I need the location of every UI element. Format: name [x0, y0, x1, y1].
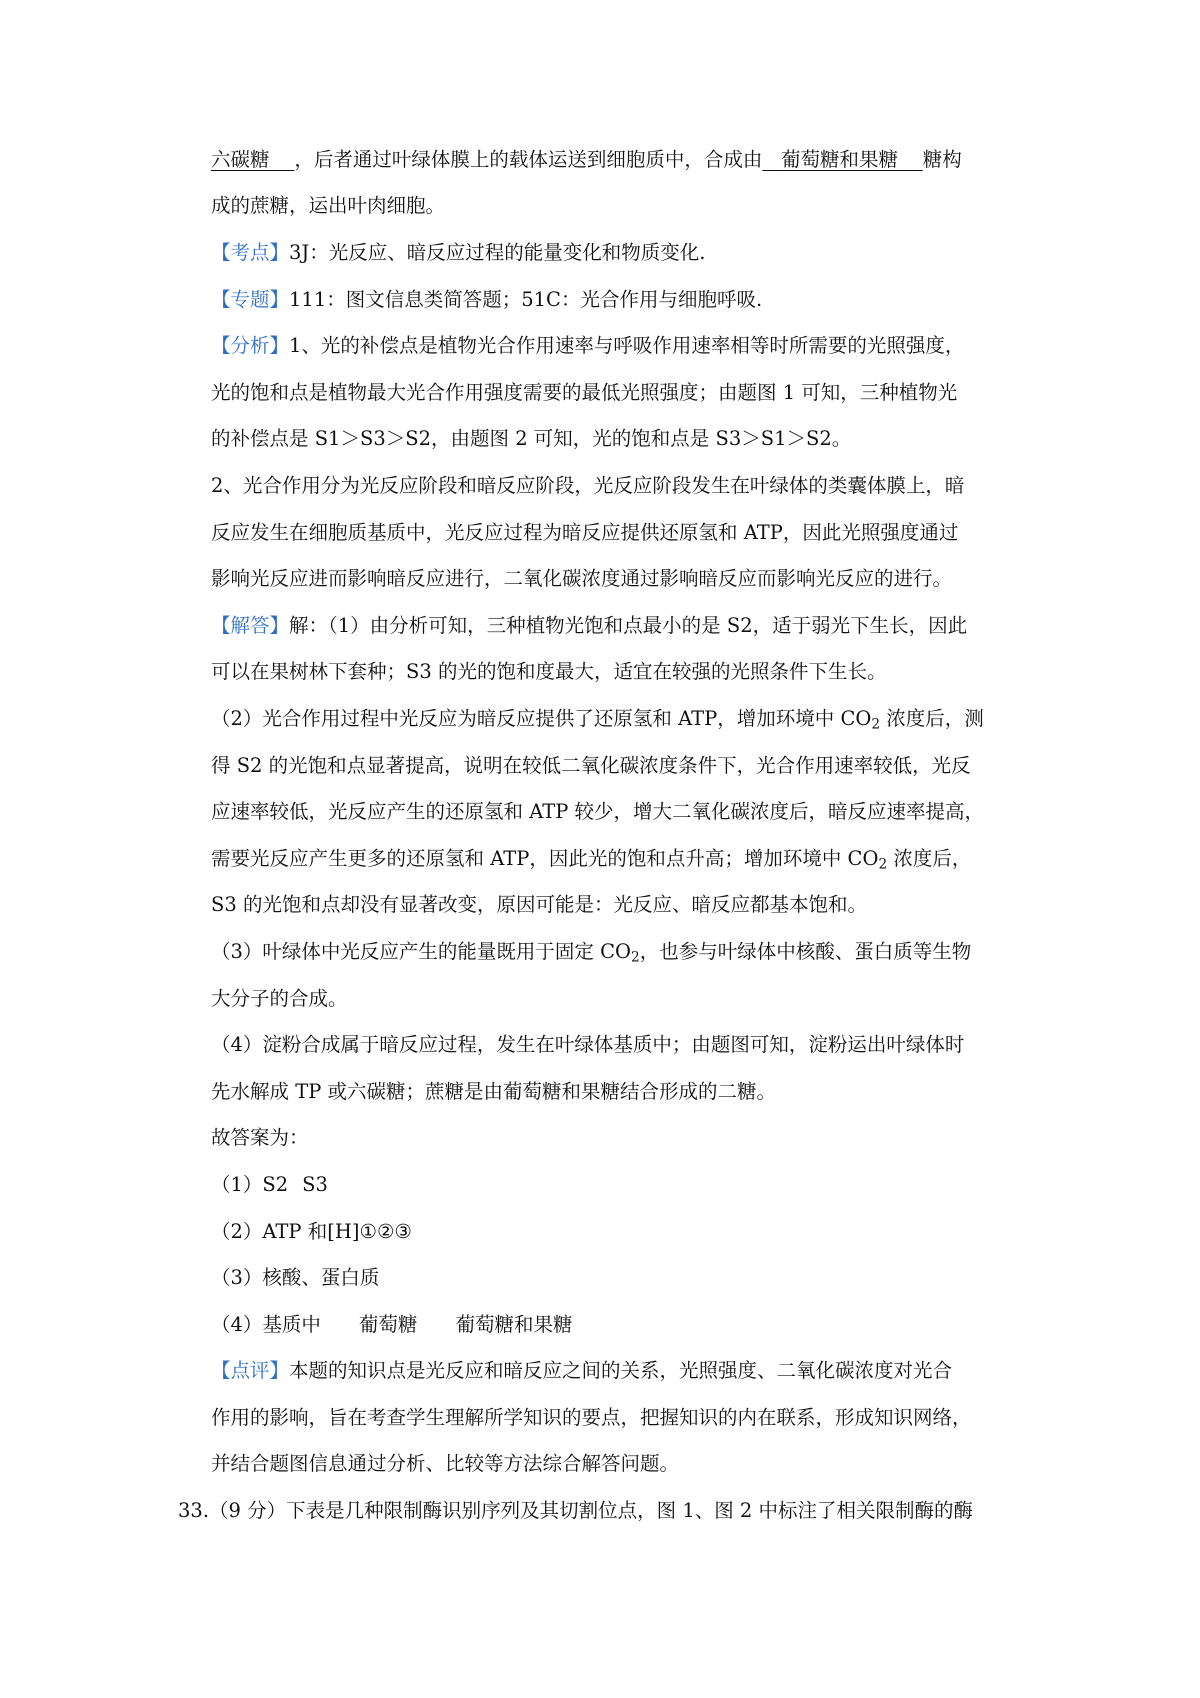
text-line-6: 光的饱和点是植物最大光合作用强度需要的最低光照强度；由题图 1 可知，三种植物光	[211, 381, 958, 404]
fenxi-tag: 【分析】	[211, 334, 290, 357]
answer-line-2: （2）ATP 和[H]①②③	[211, 1220, 412, 1243]
jieda-tag: 【解答】	[211, 614, 290, 637]
answer-line-1: （1）S2 S3	[211, 1173, 328, 1196]
text-line-14: 得 S2 的光饱和点显著提高，说明在较低二氧化碳浓度条件下，光合作用速率较低，光反	[211, 754, 971, 777]
text-line-18: （3）叶绿体中光反应产生的能量既用于固定 $CO_2$，也参与叶绿体中核酸、蛋白质等生物	[211, 940, 972, 966]
text-line-19: 大分子的合成。	[211, 987, 348, 1010]
text-line-16: 需要光反应产生更多的还原氢和 ATP，因此光的饱和点升高；增加环境中 $CO_2$ 浓度后，	[211, 847, 972, 873]
jieda-line: 【解答】解：（1）由分析可知，三种植物光饱和点最小的是 S2，适于弱光下生长，因此	[211, 614, 968, 637]
question-33-line: 33.（9 分）下表是几种限制酶识别序列及其切割位点，图 1、图 2 中标注了相关限制酶的酶	[178, 1499, 974, 1522]
text-line-15: 应速率较低，光反应产生的还原氢和 ATP 较少，增大二氧化碳浓度后，暗反应速率提高，	[211, 800, 985, 823]
zhuanti-tag: 【专题】	[211, 288, 290, 311]
text-line-12: 可以在果树林下套种；S3 的光的饱和度最大，适宜在较强的光照条件下生长。	[211, 660, 887, 683]
text-line-10: 影响光反应进而影响暗反应进行，二氧化碳浓度通过影响暗反应而影响光反应的进行。	[211, 567, 953, 590]
answer-line-3: （3）核酸、蛋白质	[211, 1266, 380, 1289]
text-line-2: 成的蔗糖，运出叶肉细胞。	[211, 194, 446, 217]
answer-blank-1: 六碳糖	[211, 148, 270, 171]
text-line-22: 故答案为：	[211, 1126, 309, 1149]
text-line-13: （2）光合作用过程中光反应为暗反应提供了还原氢和 ATP，增加环境中 $CO_2$ 浓度后，测	[211, 707, 984, 733]
kaodian-tag: 【考点】	[211, 241, 290, 264]
dianping-tag: 【点评】	[211, 1359, 290, 1382]
text-line-17: S3 的光饱和点却没有显著改变，原因可能是：光反应、暗反应都基本饱和。	[211, 893, 867, 916]
dianping-line: 【点评】本题的知识点是光反应和暗反应之间的关系，光照强度、二氧化碳浓度对光合	[211, 1359, 953, 1382]
kaodian-line: 【考点】3J：光反应、暗反应过程的能量变化和物质变化.	[211, 241, 706, 264]
text-line-7: 的补偿点是 S1＞S3＞S2，由题图 2 可知，光的饱和点是 S3＞S1＞S2。	[211, 427, 852, 450]
text-line-20: （4）淀粉合成属于暗反应过程，发生在叶绿体基质中；由题图可知，淀粉运出叶绿体时	[211, 1033, 965, 1056]
text-line-9: 反应发生在细胞质基质中，光反应过程为暗反应提供还原氢和 ATP，因此光照强度通过	[211, 521, 959, 544]
answer-blank-2: 葡萄糖和果糖	[780, 148, 898, 171]
text-line-21: 先水解成 TP 或六碳糖；蔗糖是由葡萄糖和果糖结合形成的二糖。	[211, 1080, 777, 1103]
text-line-28: 作用的影响，旨在考查学生理解所学知识的要点，把握知识的内在联系，形成知识网络，	[211, 1406, 972, 1429]
text-line-8: 2、光合作用分为光反应阶段和暗反应阶段，光反应阶段发生在叶绿体的类囊体膜上，暗	[211, 474, 965, 497]
answer-line-4: （4）基质中 葡萄糖 葡萄糖和果糖	[211, 1313, 573, 1336]
fenxi-line: 【分析】1、光的补偿点是植物光合作用速率与呼吸作用速率相等时所需要的光照强度，	[211, 334, 965, 357]
text-line-1: 六碳糖 ，后者通过叶绿体膜上的载体运送到细胞质中，合成由 葡萄糖和果糖 糖构	[211, 148, 962, 171]
text-line-29: 并结合题图信息通过分析、比较等方法综合解答问题。	[211, 1452, 680, 1475]
zhuanti-line: 【专题】111：图文信息类简答题；51C：光合作用与细胞呼吸.	[211, 288, 763, 311]
